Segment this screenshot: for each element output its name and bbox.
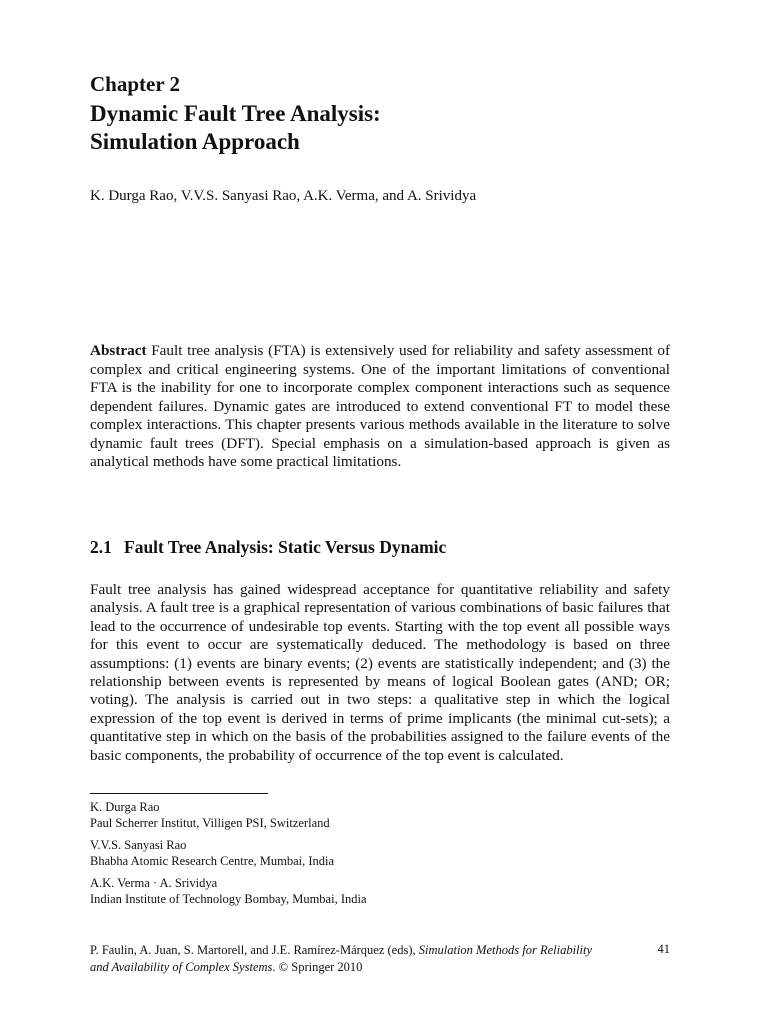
affiliation (90, 875, 367, 907)
section-heading (90, 537, 446, 558)
affiliation-name: K. Durga Rao (90, 800, 160, 814)
footer-copyright: . © Springer 2010 (272, 960, 363, 974)
affiliation-institution: Paul Scherrer Institut, Villigen PSI, Switzerland (90, 816, 330, 830)
section-body: Fault tree analysis has gained widespread acceptance for quantitative reliability and safety analysis. A fault tree is a graphical representation of various combinations of basic failures that lead to the occurrence of undesirable top events. Starting with the top event all possible ways for this event to occur are systematically deduced. The methodology is based on three assumptions: (1) events are binary events; (2) events are statistically independent; and (3) the relationship between events is represented by means of logical Boolean gates (AND; OR; voting). The analysis is carried out in two steps: a qualitative step in which the logical expression of the top event is derived in terms of prime implicants (the minimal cut-sets); a quantitative step in which on the basis of the probabilities assigned to the failure events of the basic components, the probability of occurrence of the top event is calculated. (90, 581, 670, 764)
abstract-text: Fault tree analysis (FTA) is extensively used for reliability and safety assessment of complex and critical engineering systems. One of the important limitations of conventional FTA is the inability for one to incorporate complex component interactions such as sequence dependent failures. Dynamic gates are introduced to extend conventional FT to model these complex interactions. This chapter presents various methods available in the literature to solve dynamic fault trees (DFT). Special emphasis on a simulation-based approach is given as analytical methods have some practical limitations. (90, 342, 671, 470)
affiliation-institution: Bhabha Atomic Research Centre, Mumbai, India (90, 854, 335, 868)
chapter-title-line-1: Dynamic Fault Tree Analysis: (90, 101, 381, 126)
book-page (90, 0, 670, 1024)
footer-book-title: Simulation Methods for Reliability and Availability of Complex Systems (90, 943, 593, 974)
chapter-title (90, 100, 381, 156)
author-list: K. Durga Rao, V.V.S. Sanyasi Rao, A.K. Verma, and A. Srividya (90, 188, 477, 204)
affiliation-name: V.V.S. Sanyasi Rao (90, 838, 187, 852)
affiliation (90, 837, 334, 869)
section-number: 2.1 (90, 537, 112, 557)
affiliation-institution: Indian Institute of Technology Bombay, Mumbai, India (90, 892, 367, 906)
page-number: 41 (657, 942, 670, 956)
chapter-label: Chapter 2 (90, 72, 181, 96)
abstract (90, 342, 670, 472)
citation-footer (90, 942, 610, 976)
section-title: Fault Tree Analysis: Static Versus Dynamic (124, 537, 447, 557)
footnote-divider (90, 793, 268, 794)
footer-editors: P. Faulin, A. Juan, S. Martorell, and J.E. Ramírez-Márquez (eds), (90, 943, 416, 957)
abstract-label: Abstract (90, 342, 147, 359)
affiliation (90, 799, 330, 831)
chapter-title-line-2: Simulation Approach (90, 129, 300, 154)
affiliation-name: A.K. Verma · A. Srividya (90, 876, 218, 890)
